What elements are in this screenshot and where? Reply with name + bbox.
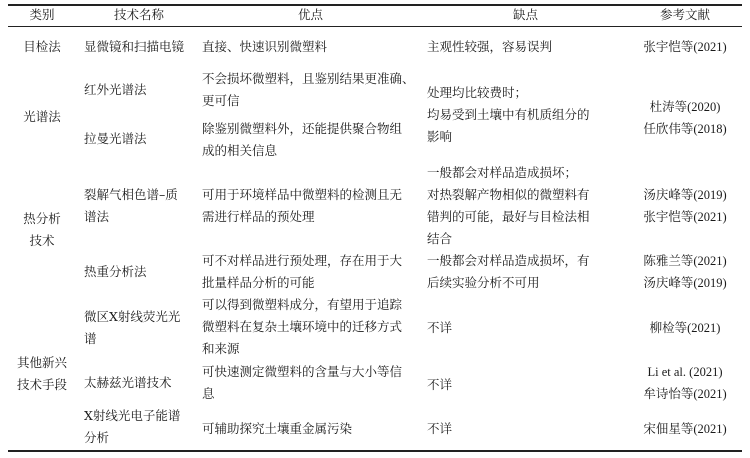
advantage-line: 微塑料在复杂土壤环境中的迁移方式 [202, 319, 403, 334]
tech-name-line: 拉曼光谱法 [84, 131, 147, 146]
category-other-line: 其他新兴 [16, 355, 67, 370]
tech-name-line: 裂解气相色谱–质 [84, 187, 178, 202]
advantage-cell [202, 68, 415, 112]
category-other [8, 352, 76, 396]
disadvantage-cell [427, 82, 590, 148]
tech-name-line: 谱法 [84, 209, 110, 224]
reference-cell [628, 250, 742, 294]
reference-line: 任欣伟等(2018) [643, 122, 727, 136]
reference-line: 张宇恺等(2021) [643, 210, 727, 224]
reference-line: Li et al. (2021) [647, 365, 723, 379]
reference-line: 陈雅兰等(2021) [643, 254, 727, 268]
advantage-cell [202, 36, 327, 58]
advantage-cell [202, 294, 402, 360]
advantage-line: 除鉴别微塑料外，还能提供聚合物组 [202, 121, 403, 136]
advantage-cell [202, 118, 402, 162]
advantage-line: 息 [202, 386, 215, 401]
disadvantage-line: 不详 [427, 320, 453, 335]
advantage-cell [202, 361, 402, 405]
reference-line: 汤庆峰等(2019) [643, 276, 727, 290]
disadvantage-line: 主观性较强，容易误判 [427, 39, 553, 54]
disadvantage-cell [427, 162, 590, 250]
reference-line: 张宇恺等(2021) [643, 40, 727, 54]
category-thermal-line: 技术 [29, 233, 55, 248]
category-other-line: 技术手段 [16, 377, 67, 392]
advantage-line: 更可信 [202, 93, 240, 108]
comparison-table [8, 4, 742, 451]
advantage-line: 可不对样品进行预处理，存在用于大 [202, 253, 403, 268]
reference-cell [628, 36, 742, 58]
tech-name-cell [84, 36, 184, 58]
tech-name-line: 红外光谱法 [84, 82, 147, 97]
disadvantage-line: 一般都会对样品造成损坏； [427, 165, 578, 180]
reference-cell [628, 317, 742, 339]
disadvantage-line: 处理均比较费时； [427, 85, 528, 100]
advantage-line: 可用于环境样品中微塑料的检测且无 [202, 187, 403, 202]
reference-cell [628, 418, 742, 440]
header-category: 类别 [29, 7, 55, 22]
advantage-line: 成的相关信息 [202, 143, 278, 158]
disadvantage-line: 不详 [427, 377, 453, 392]
disadvantage-line: 一般都会对样品造成损坏，有 [427, 253, 590, 268]
tech-name-line: 热重分析法 [84, 264, 147, 279]
header-disadvantages: 缺点 [512, 7, 538, 22]
header-tech-name: 技术名称 [113, 7, 164, 22]
advantage-line: 直接、快速识别微塑料 [202, 39, 328, 54]
disadvantage-cell [427, 36, 552, 58]
tech-name-line: 微区X射线荧光光 [84, 309, 181, 324]
advantage-line: 需进行样品的预处理 [202, 209, 315, 224]
category-spectral: 光谱法 [23, 109, 61, 124]
disadvantage-cell [427, 374, 452, 396]
disadvantage-line: 错判的可能，最好与目检法相 [427, 209, 590, 224]
advantage-line: 可快速测定微塑料的含量与大小等信 [202, 364, 403, 379]
header-rule [8, 26, 742, 27]
disadvantage-cell [427, 250, 590, 294]
category-visual: 目检法 [23, 39, 61, 54]
advantage-line: 可以得到微塑料成分，有望用于追踪 [202, 297, 403, 312]
disadvantage-line: 后续实验分析不可用 [427, 275, 540, 290]
advantage-cell [202, 418, 352, 440]
tech-name-cell [84, 306, 180, 350]
tech-name-line: 显微镜和扫描电镜 [84, 39, 185, 54]
disadvantage-line: 均易受到土壤中有机质组分的 [427, 107, 590, 122]
category-thermal [8, 208, 76, 252]
reference-line: 柳检等(2021) [649, 321, 721, 335]
tech-name-line: X射线光电子能谱 [84, 408, 181, 423]
category-thermal-line: 热分析 [23, 211, 61, 226]
disadvantage-line: 结合 [427, 231, 453, 246]
reference-line: 牟诗怡等(2021) [643, 387, 727, 401]
header-advantages: 优点 [297, 7, 323, 22]
tech-name-line: 太赫兹光谱技术 [84, 375, 172, 390]
tech-name-line: 谱 [84, 331, 97, 346]
disadvantage-cell [427, 418, 452, 440]
advantage-line: 不会损坏微塑料，且鉴别结果更准确、 [202, 71, 415, 86]
disadvantage-line: 影响 [427, 129, 453, 144]
tech-name-cell [84, 184, 178, 228]
reference-line: 汤庆峰等(2019) [643, 188, 727, 202]
reference-cell [628, 184, 742, 228]
header-references: 参考文献 [659, 7, 710, 22]
disadvantage-line: 对热裂解产物相似的微塑料有 [427, 187, 590, 202]
tech-name-cell [84, 128, 147, 150]
reference-cell [628, 96, 742, 140]
advantage-line: 批量样品分析的可能 [202, 275, 315, 290]
advantage-cell [202, 250, 402, 294]
disadvantage-cell [427, 317, 452, 339]
tech-name-cell [84, 261, 147, 283]
disadvantage-line: 不详 [427, 421, 453, 436]
tech-name-cell [84, 79, 147, 101]
reference-cell [628, 361, 742, 405]
advantage-line: 和来源 [202, 341, 240, 356]
reference-line: 杜涛等(2020) [649, 100, 721, 114]
advantage-line: 可辅助探究土壤重金属污染 [202, 421, 353, 436]
tech-name-cell [84, 405, 180, 449]
tech-name-line: 分析 [84, 430, 110, 445]
reference-line: 宋佃星等(2021) [643, 422, 727, 436]
tech-name-cell [84, 372, 172, 394]
advantage-cell [202, 184, 402, 228]
bottom-rule [8, 450, 742, 452]
